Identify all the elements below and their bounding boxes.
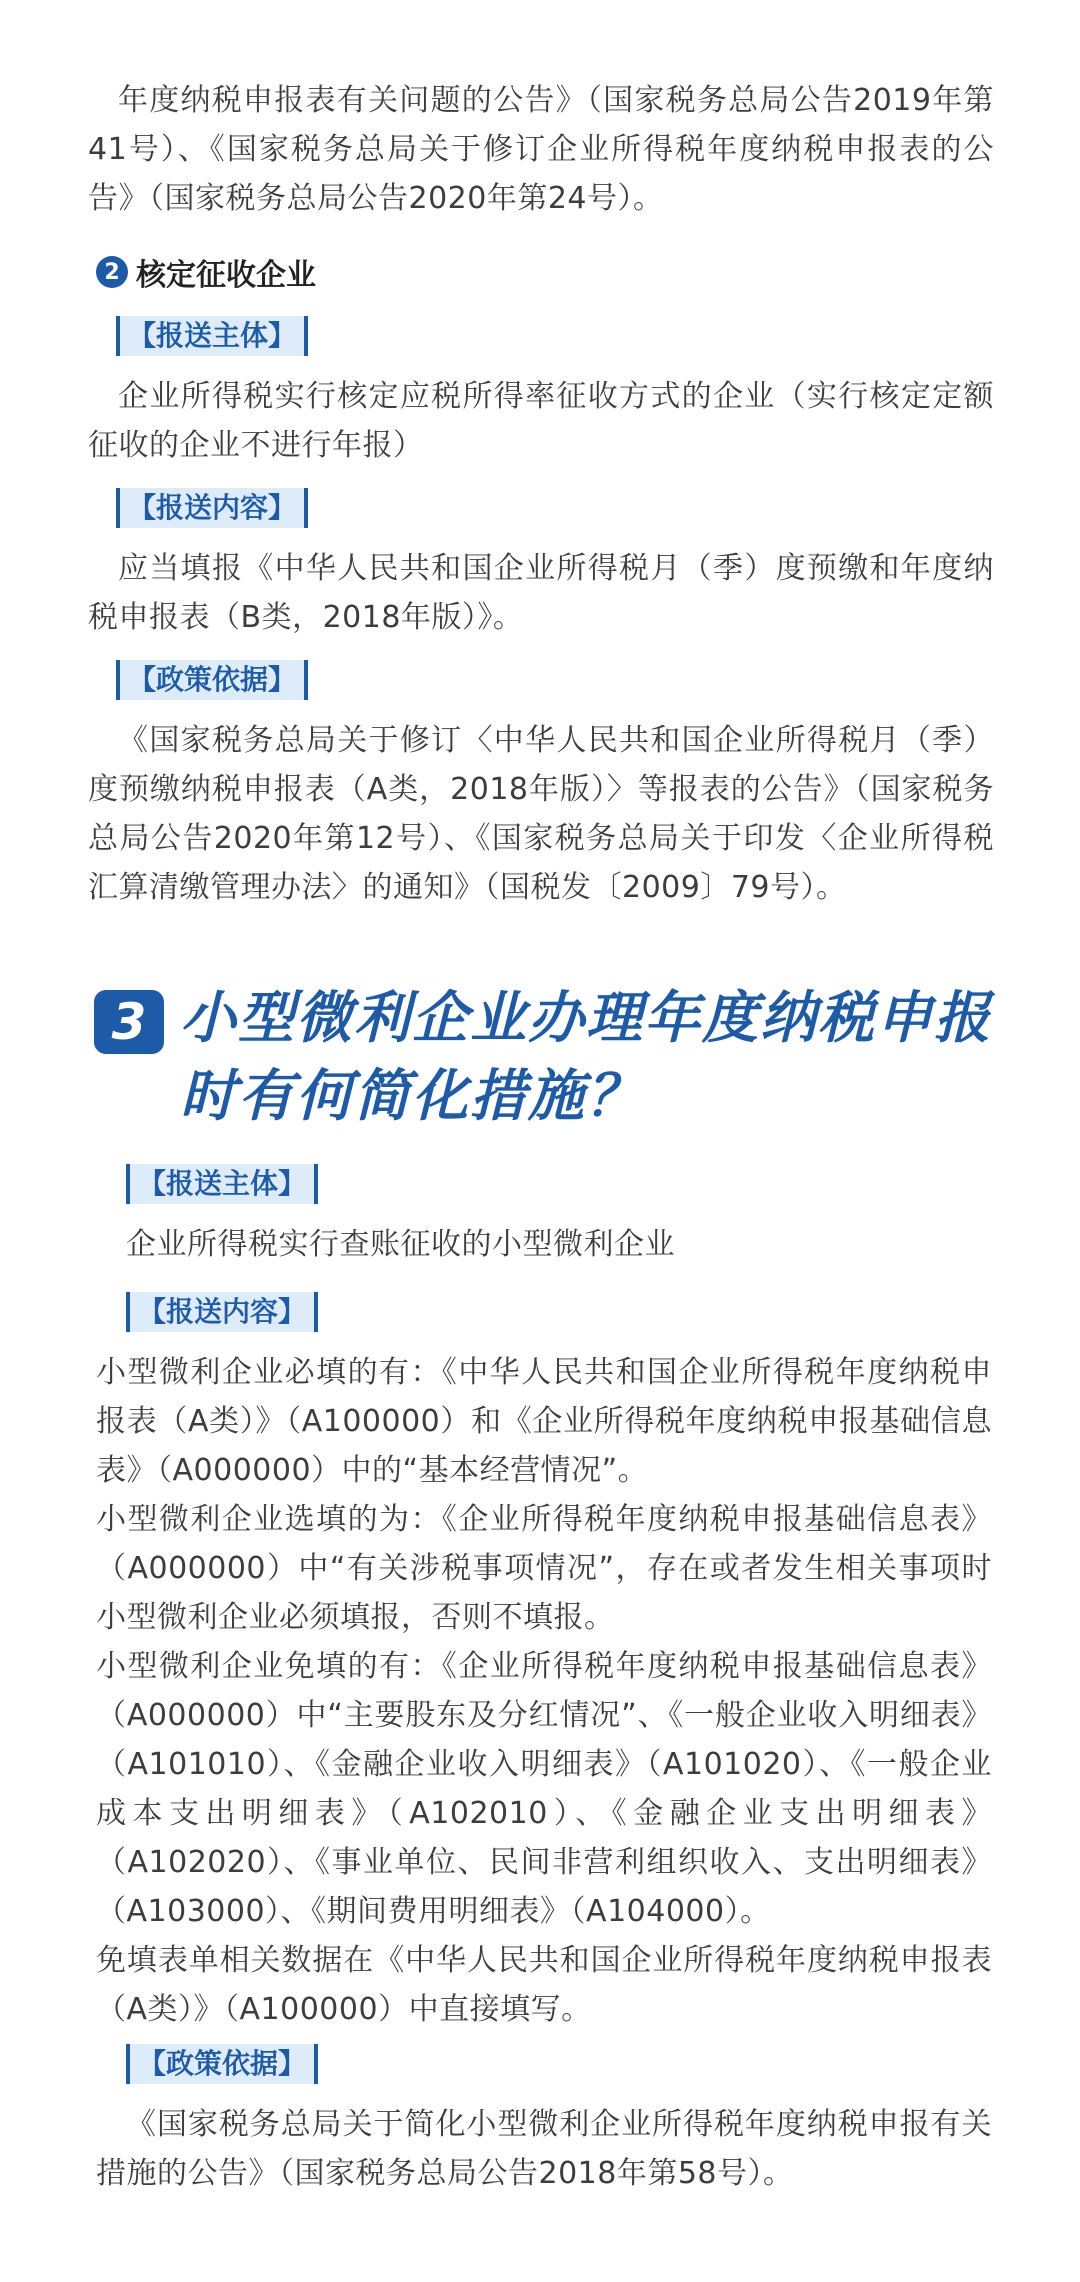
content-paragraph: 应当填报《中华人民共和国企业所得税月（季）度预缴和年度纳税申报表（B类，2018年版）》。 [88, 551, 994, 635]
basis-paragraph: 《国家税务总局关于简化小型微利企业所得税年度纳税申报有关措施的公告》（国家税务总局公告2018年第58号）。 [96, 2107, 992, 2191]
content-tag: 【报送内容】 [126, 1292, 318, 1332]
optional-forms-paragraph: 小型微利企业选填的为：《企业所得税年度纳税申报基础信息表》（A000000）中“有关涉税事项情况”，存在或者发生相关事项时小型微利企业必须填报，否则不填报。 [96, 1502, 992, 1635]
section-2-heading [96, 252, 316, 292]
content-tag: 【报送内容】 [116, 488, 308, 528]
basis-paragraph: 《国家税务总局关于修订〈中华人民共和国企业所得税月（季）度预缴纳税申报表（A类，2018年版）〉等报表的公告》（国家税务总局公告2020年第12号）、《国家税务总局关于印发〈企业所得税汇算清缴管理办法〉的通知》（国税发〔2009〕79号）。 [88, 723, 994, 905]
exempt-note-paragraph: 免填表单相关数据在《中华人民共和国企业所得税年度纳税申报表（A类）》（A100000）中直接填写。 [96, 1943, 992, 2027]
required-forms-paragraph: 小型微利企业必填的有：《中华人民共和国企业所得税年度纳税申报表（A类）》（A100000）和《企业所得税年度纳税申报基础信息表》（A000000）中的“基本经营情况”。 [96, 1355, 992, 1488]
exempt-forms-paragraph: 小型微利企业免填的有：《企业所得税年度纳税申报基础信息表》（A000000）中“主要股东及分红情况”、《一般企业收入明细表》（A101010）、《金融企业收入明细表》（A101020）、《一般企业成本支出明细表》（A102010）、《金融企业支出明细表》（A102020）、《事业单位、民间非营利组织收入、支出明细表》（A103000）、《期间费用明细表》（A104000）。 [96, 1649, 992, 1929]
section-number-badge: 2 [96, 256, 128, 288]
basis-tag: 【政策依据】 [116, 660, 308, 700]
subject-tag: 【报送主体】 [116, 316, 308, 356]
subject-paragraph: 企业所得税实行核定应税所得率征收方式的企业（实行核定定额征收的企业不进行年报） [88, 379, 994, 463]
subject-tag: 【报送主体】 [126, 1164, 318, 1204]
section-3-number-badge: 3 [94, 990, 164, 1054]
subject-paragraph: 企业所得税实行查账征收的小型微利企业 [126, 1227, 675, 1262]
section-3-title: 小型微利企业办理年度纳税申报时有何简化措施？ [180, 986, 992, 1129]
basis-tag: 【政策依据】 [126, 2044, 318, 2084]
intro-paragraph: 年度纳税申报表有关问题的公告》（国家税务总局公告2019年第41号）、《国家税务总局关于修订企业所得税年度纳税申报表的公告》（国家税务总局公告2020年第24号）。 [88, 83, 994, 216]
section-2-title: 核定征收企业 [136, 258, 316, 293]
